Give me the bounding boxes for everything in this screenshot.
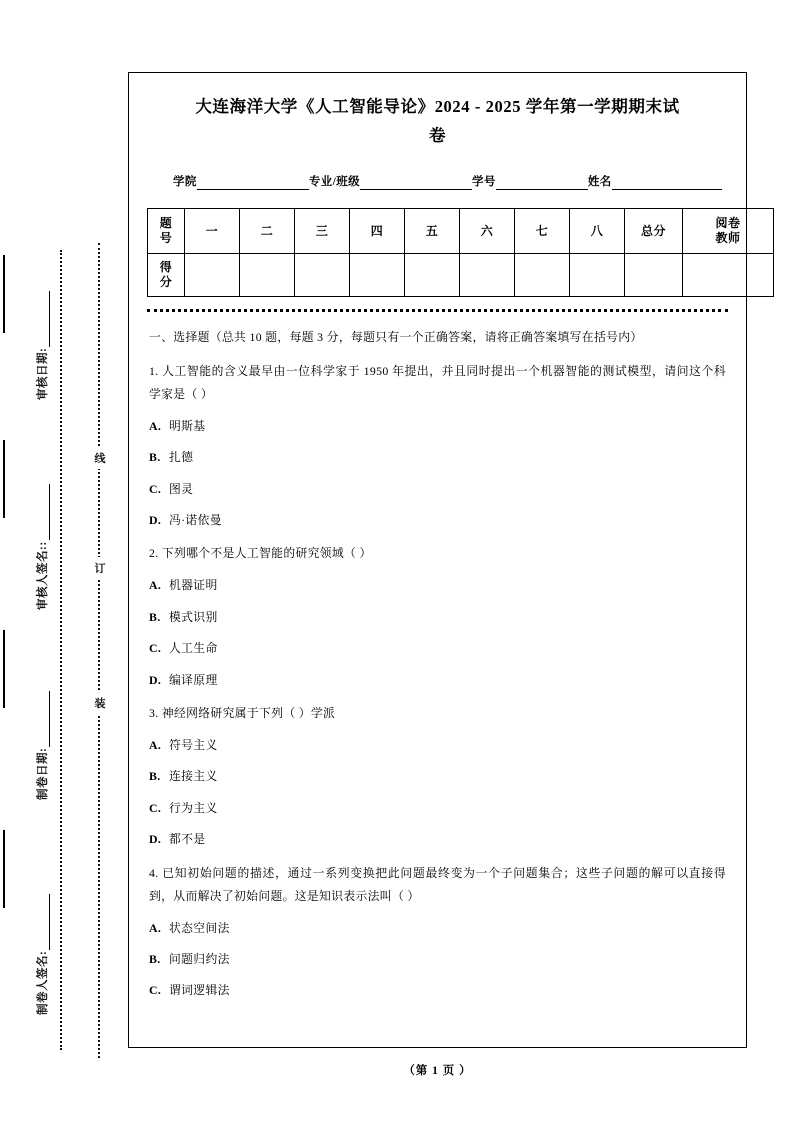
exam-body [147, 326, 728, 1002]
question-4-option-c-text: 谓词逻辑法 [169, 983, 230, 998]
question-1-option-b[interactable] [149, 446, 728, 468]
score-cell-q2[interactable] [240, 253, 295, 296]
table-header-q7: 七 [515, 208, 570, 253]
question-2-option-c-text: 人工生命 [169, 641, 218, 656]
question-4-option-a[interactable] [149, 917, 728, 939]
question-2-option-a[interactable] [149, 574, 728, 596]
left-margin-annotations [0, 0, 120, 1122]
question-2-text: 2. 下列哪个不是人工智能的研究领域（ ） [149, 546, 372, 561]
margin-label-paper-maker-signature [34, 715, 50, 1015]
question-4-text: 4. 已知初始问题的描述，通过一系列变换把此问题最终变为一个子问题集合；这些子问题的解可以直接得到，从而解决了初始问题。这是知识表示法叫（ ） [149, 865, 726, 903]
table-row-scores [148, 253, 774, 296]
table-header-question-number [148, 208, 185, 253]
score-char-1: 得 [159, 259, 173, 274]
question-3-option-a-letter: A. [149, 738, 162, 752]
rail-char-bind: 订 [91, 557, 109, 579]
table-header-q5: 五 [405, 208, 460, 253]
score-cell-q6[interactable] [460, 253, 515, 296]
question-2-option-d-text: 编译原理 [169, 672, 218, 687]
table-header-grading-teacher [683, 208, 774, 253]
question-1-option-d-letter: D. [149, 512, 162, 527]
score-cell-teacher[interactable] [683, 253, 774, 296]
question-3-option-c[interactable] [149, 797, 728, 819]
question-2-option-a-letter: A. [149, 578, 162, 593]
question-1-text: 1. 人工智能的含义最早由一位科学家于 1950 年提出，并且同时提出一个机器智能的测试模型，请问这个科学家是（ ） [149, 363, 726, 401]
header-char-1: 题 [159, 215, 173, 230]
question-3-option-b-text: 连接主义 [169, 769, 218, 784]
table-header-q4: 四 [350, 208, 405, 253]
student-name-field[interactable] [588, 173, 722, 190]
question-3-option-b[interactable] [149, 765, 728, 787]
edge-tick-3 [3, 630, 5, 708]
question-4-option-b-text: 问题归约法 [169, 952, 230, 967]
question-4-option-b[interactable] [149, 948, 728, 970]
question-3-option-a-text: 符号主义 [169, 738, 218, 752]
teacher-label-line-2: 教师 [715, 230, 741, 245]
question-3-text: 3. 神经网络研究属于下列（ ）学派 [149, 706, 336, 720]
margin-label-review-date-text: 审核日期: [37, 347, 49, 400]
question-3-option-b-letter: B. [149, 769, 161, 784]
score-cell-q8[interactable] [570, 253, 625, 296]
score-char-2: 分 [159, 274, 173, 289]
table-header-q6: 六 [460, 208, 515, 253]
question-4-option-b-letter: B. [149, 952, 161, 967]
student-id-input-blank[interactable] [496, 176, 588, 190]
score-cell-q5[interactable] [405, 253, 460, 296]
question-1-option-a[interactable] [149, 415, 728, 437]
table-header-q1: 一 [185, 208, 240, 253]
table-header-score [148, 253, 185, 296]
question-4-option-c-letter: C. [149, 983, 162, 998]
question-1-option-c-text: 图灵 [169, 481, 194, 496]
table-header-q8: 八 [570, 208, 625, 253]
margin-blank-paper-maker-signature [38, 894, 50, 950]
question-3-option-d[interactable] [149, 828, 728, 850]
header-char-2: 号 [159, 230, 173, 245]
margin-label-reviewer-signature-text: 审核人签名:: [37, 541, 49, 610]
question-2-option-d[interactable] [149, 669, 728, 691]
score-table [147, 208, 774, 297]
score-cell-total[interactable] [625, 253, 683, 296]
section-heading-multiple-choice: 一、选择题（总共 10 题，每题 3 分，每题只有一个正确答案，请将正确答案填写在括号内） [149, 329, 643, 344]
exam-paper-content-frame [128, 72, 747, 1048]
question-1-option-b-text: 扎德 [169, 450, 194, 465]
question-4-option-c[interactable] [149, 979, 728, 1001]
question-2-option-b-text: 模式识别 [169, 609, 218, 624]
question-1-option-b-letter: B. [149, 450, 161, 465]
question-2-option-b[interactable] [149, 606, 728, 628]
student-info-row [173, 173, 720, 190]
question-1-option-a-text: 明斯基 [169, 418, 206, 433]
question-2-option-c-letter: C. [149, 641, 162, 656]
question-1-option-c-letter: C. [149, 481, 162, 496]
question-4-option-a-text: 状态空间法 [169, 920, 230, 935]
page-title-line-2: 卷 [428, 125, 447, 145]
question-1-option-c[interactable] [149, 478, 728, 500]
table-header-q3: 三 [295, 208, 350, 253]
margin-dotted-rail-inner [98, 243, 100, 1058]
score-cell-q1[interactable] [185, 253, 240, 296]
question-2-option-a-text: 机器证明 [169, 578, 218, 593]
edge-tick-4 [3, 830, 5, 908]
question-4-option-a-letter: A. [149, 920, 162, 935]
dotted-separator [147, 309, 728, 312]
question-3-option-c-text: 行为主义 [169, 800, 218, 815]
score-cell-q3[interactable] [295, 253, 350, 296]
question-1-option-d[interactable] [149, 509, 728, 531]
edge-tick-1 [3, 255, 5, 333]
score-cell-q7[interactable] [515, 253, 570, 296]
margin-dotted-rail-outer [60, 250, 62, 1050]
student-name-label: 姓名 [587, 175, 612, 188]
student-id-label: 学号 [472, 175, 496, 188]
question-3-option-a[interactable] [149, 734, 728, 756]
question-1-option-a-letter: A. [149, 418, 162, 433]
major-class-label: 专业/班级 [308, 175, 361, 188]
margin-label-paper-date-text: 制卷日期: [37, 747, 49, 800]
page-title [151, 93, 724, 151]
margin-label-paper-maker-signature-text: 制卷人签名: [37, 950, 49, 1015]
page-footer: （第 1 页 ） [403, 1065, 472, 1077]
college-label: 学院 [173, 175, 197, 188]
page-title-line-1: 大连海洋大学《人工智能导论》2024 - 2025 学年第一学期期末试 [195, 97, 680, 116]
college-field[interactable] [173, 173, 309, 190]
rail-char-seal: 装 [91, 692, 109, 714]
score-cell-q4[interactable] [350, 253, 405, 296]
question-3-option-d-text: 都不是 [169, 832, 206, 847]
college-input-blank[interactable] [197, 176, 309, 190]
major-class-field[interactable] [309, 173, 472, 190]
question-1-option-d-text: 冯·诺依曼 [169, 512, 222, 527]
major-class-input-blank[interactable] [360, 176, 472, 190]
question-3-option-c-letter: C. [149, 800, 162, 815]
student-name-input-blank[interactable] [612, 176, 722, 190]
table-header-q2: 二 [240, 208, 295, 253]
table-header-total: 总分 [625, 208, 683, 253]
student-id-field[interactable] [472, 173, 588, 190]
edge-tick-2 [3, 440, 5, 518]
question-2-option-c[interactable] [149, 637, 728, 659]
question-2-option-d-letter: D. [149, 672, 162, 687]
question-3-option-d-letter: D. [149, 832, 162, 847]
teacher-label-line-1: 阅卷 [715, 215, 741, 230]
rail-char-line: 线 [91, 447, 109, 469]
question-2-option-b-letter: B. [149, 609, 161, 624]
table-row-question-numbers [148, 208, 774, 253]
